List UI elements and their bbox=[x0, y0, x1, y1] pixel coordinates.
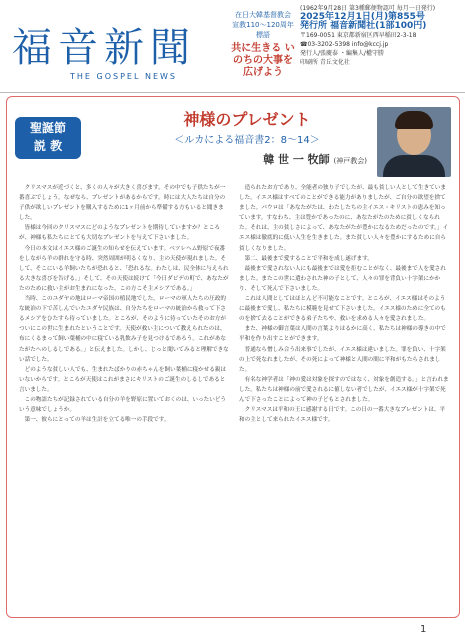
article-paragraph: これは人間としてはほとんど不可能なことです。ところが、イエス様はそのように最後まで愛し、私たちに模範を見せて下さいました。イエス様のために全てのものを捨て去ることができる弟子たちや、救いを求める人々を愛されました。 bbox=[239, 296, 446, 323]
sermon-article bbox=[6, 96, 460, 618]
article-paragraph: 造られたお方であり、全能者の独り子でしたが、最も貧しい人として生きていました。イエス様はすべてのことができる能力がありましたが、ご自分の欲望を捨てました。パウロは「あなたがたは、わたしたちの主イエス・キリストの恵みを知っています。すなわち、主は豊かであったのに、あなたがたのために貧しくなられた。それは、主の貧しさによって、あなたがたが豊かになるためだったのです。」イエス様は徹底的に低い人生を生きました。また貧しい人々を豊かにするために自ら貧しくなりました。 bbox=[239, 185, 449, 252]
article-paragraph: 今日の本文はイエス様のご誕生の知らせを伝えています。ベツレヘム野原で夜番をしながら羊の群れを守る時、突然周囲が明るくなり、主の天使が現れました。そして、そこにいる羊飼いたちが恐れると、「恐れるな。わたしは、民全体に与えられる大きな喜びを告げる。」そして、その天使は続けて「今日ダビデの町で、あなたがたのために救い主がお生まれになった。この方こそ主メシアである。」 bbox=[19, 245, 229, 292]
masthead-divider bbox=[0, 92, 465, 93]
issue-date: 2025年12月1日(月)第855号 bbox=[300, 12, 425, 22]
article-paragraph: また、神様の御言葉は人間の言葉よりはるかに高く、私たちは神様の導きの中で平和を作り出すことができます。 bbox=[239, 326, 446, 343]
publisher: 発行所 福音新聞社(1部100円) bbox=[300, 21, 427, 31]
article-paragraph: 普通なら憎しみ合う出来事でしたが、イエス様は違いました。罪を負い、十字架の上で死なれましたが、その死によって神様と人間の間に平和がもたらされました。 bbox=[239, 346, 446, 373]
article-column-1 bbox=[19, 183, 229, 607]
mission-line-1: 在日大韓基督教会 bbox=[235, 11, 291, 19]
article-paragraph: この物語たちが記録されている自分の羊を野原に置いておくのは、いったいどういう意味でしょうか。 bbox=[19, 396, 226, 414]
address: 〒169-0051 東京都新宿区西早稲田2-3-18 bbox=[300, 32, 417, 39]
article-paragraph: 有名な神学者は「神の愛は対象を探すのではなく、対象を創造する。」と言われました。私たちは神様の前で愛されるに値しない者でしたが、イエス様が十字架で死んで下さったことによって神の子どもとされました。 bbox=[239, 376, 449, 403]
author-photo bbox=[377, 107, 451, 177]
mission-line-3: 標語 bbox=[256, 31, 270, 39]
newspaper-title: 福音新聞 bbox=[12, 25, 196, 71]
masthead bbox=[0, 0, 465, 88]
badge-line-2: 説 教 bbox=[33, 139, 63, 153]
author-line bbox=[207, 151, 367, 167]
article-paragraph: 当時、このユダヤの地はローマ帝国の植民地でした。ローマの軍人たちの圧政的な統治の下で苦しんでいたユダヤ民族は、自分たちをローマの統治から救って下さるメシアをひたすら待っていました。ところが、そのように待っていたそのお方がついにこの世に生まれたということです。天使が救い主について教えられたのは、布にくるまって飼い葉桶の中に寝ている乳飲み子を見つけるであろう。これがあなたがたへのしるしである。」と伝えました。しかし、じっと聞いてみると理解できない話でした。 bbox=[19, 296, 229, 363]
contact: ☎03-3202-5398 info@kccj.jp bbox=[300, 41, 389, 48]
article-paragraph: 第二、最後まで愛することで平和を成し遂げます。 bbox=[244, 255, 373, 262]
article-paragraph: クリスマスは平和の王に感謝する日です。この日の一番大きなプレゼントは、平和の主として来られたイエス様です。 bbox=[239, 407, 446, 424]
scripture-reference: ＜ルカによる福音書2：8〜14＞ bbox=[174, 135, 320, 146]
category-badge bbox=[15, 117, 81, 159]
newspaper-subtitle: THE GOSPEL NEWS bbox=[70, 72, 177, 81]
newspaper-logo bbox=[6, 4, 221, 82]
issue-info bbox=[300, 4, 460, 67]
author-name: 韓 世 一 牧師 bbox=[263, 153, 330, 166]
article-column-2 bbox=[239, 183, 449, 607]
author-church: (神戸教会) bbox=[333, 157, 367, 165]
mission-box bbox=[228, 10, 298, 79]
article-headline: 神様のプレゼント bbox=[183, 110, 311, 129]
slogan: 共に生きる いのちの大事を 広げよう bbox=[231, 43, 295, 78]
article-paragraph: 第一、彼らにとっての羊は生計を立てる唯一の手段です。 bbox=[24, 417, 170, 424]
editor: 発行人/張慶泰 ・編集人/權守勝 bbox=[300, 50, 384, 57]
article-paragraph: どのような貧しい人でも、生まれたばかりの赤ちゃんを飼い葉桶に寝かせる親はいないからです。ところが天使はこれがまさにキリストのご誕生のしるしであると言いました。 bbox=[19, 366, 226, 393]
printer: 印刷所 青丘文化社 bbox=[300, 59, 350, 66]
article-paragraph: 皆様は今回のクリスマスにどのようなプレゼントを期待していますか？ところが、神様も私たちにとても大切なプレゼントを与えて下さいました。 bbox=[19, 225, 220, 242]
issue-line: (1962年9月28日 第3種郵便物認可 毎月一日発行) bbox=[300, 5, 436, 12]
page-number: 1 bbox=[420, 624, 427, 635]
badge-line-1: 聖誕節 bbox=[29, 121, 66, 135]
article-body bbox=[19, 183, 449, 607]
mission-line-2: 宣教110〜120周年 bbox=[232, 21, 294, 29]
article-paragraph: クリスマスが近づくと、多くの人々が大きく喜びます。その中でも子供たちが一番喜ぶでしょう。なぜなら、プレゼントがあるからです。時には大人たちは自分の子供が欲しいプレゼントを購入するために1ヶ月前から準備する方もいると聞きました。 bbox=[19, 185, 226, 222]
article-paragraph: 最後まで愛されない人にも最後までは愛を拒むことがなく、最後まで人を愛されました。またこの世に遣わされた神の子として、人々の罪を背負い十字架にかかり、そして死んで下さいました。 bbox=[239, 265, 446, 292]
